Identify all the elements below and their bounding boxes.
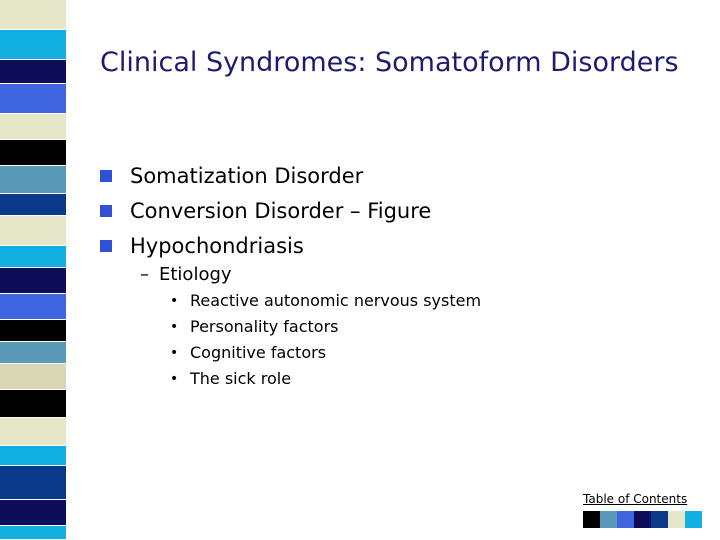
- stripe-block: [0, 466, 66, 500]
- dot-bullet-icon: •: [170, 345, 179, 361]
- stripe-block: [0, 342, 66, 364]
- bullet-text: Somatization Disorder: [130, 164, 364, 188]
- sub-sub-bullet-text: Cognitive factors: [190, 343, 327, 362]
- stripe-block: [0, 194, 66, 216]
- table-of-contents-link[interactable]: Table of Contents: [583, 492, 688, 506]
- color-swatch: [651, 511, 668, 528]
- stripe-block: [0, 30, 66, 60]
- stripe-block: [0, 364, 66, 390]
- bullet-text: Hypochondriasis: [130, 234, 304, 258]
- square-bullet-icon: [100, 205, 112, 217]
- stripe-block: [0, 216, 66, 246]
- stripe-block: [0, 390, 66, 418]
- stripe-block: [0, 114, 66, 140]
- color-swatch: [600, 511, 617, 528]
- square-bullet-icon: [100, 170, 112, 182]
- color-swatch: [668, 511, 685, 528]
- footer-color-swatches: [583, 511, 702, 528]
- color-swatch: [634, 511, 651, 528]
- color-swatch: [617, 511, 634, 528]
- stripe-block: [0, 84, 66, 114]
- stripe-block: [0, 418, 66, 446]
- sub-bullet: [140, 263, 232, 287]
- stripe-block: [0, 294, 66, 320]
- color-swatch: [685, 511, 702, 528]
- bullet-text: Conversion Disorder – Figure: [130, 199, 432, 223]
- sub-bullet-text: Etiology: [159, 264, 232, 285]
- stripe-block: [0, 60, 66, 84]
- stripe-block: [0, 0, 66, 30]
- stripe-block: [0, 246, 66, 268]
- dash-bullet-icon: –: [140, 264, 149, 285]
- slide-title: Clinical Syndromes: Somatoform Disorders: [100, 47, 679, 78]
- stripe-block: [0, 268, 66, 294]
- square-bullet-icon: [100, 240, 112, 252]
- stripe-block: [0, 320, 66, 342]
- sub-sub-bullet-text: Reactive autonomic nervous system: [190, 291, 482, 310]
- sub-sub-bullet-text: Personality factors: [190, 317, 339, 336]
- stripe-block: [0, 500, 66, 526]
- decorative-stripe: [0, 0, 66, 540]
- dot-bullet-icon: •: [170, 371, 179, 387]
- dot-bullet-icon: •: [170, 319, 179, 335]
- stripe-block: [0, 140, 66, 166]
- color-swatch: [583, 511, 600, 528]
- sub-sub-bullet-text: The sick role: [190, 369, 292, 388]
- stripe-block: [0, 166, 66, 194]
- stripe-block: [0, 526, 66, 540]
- stripe-block: [0, 446, 66, 466]
- dot-bullet-icon: •: [170, 293, 179, 309]
